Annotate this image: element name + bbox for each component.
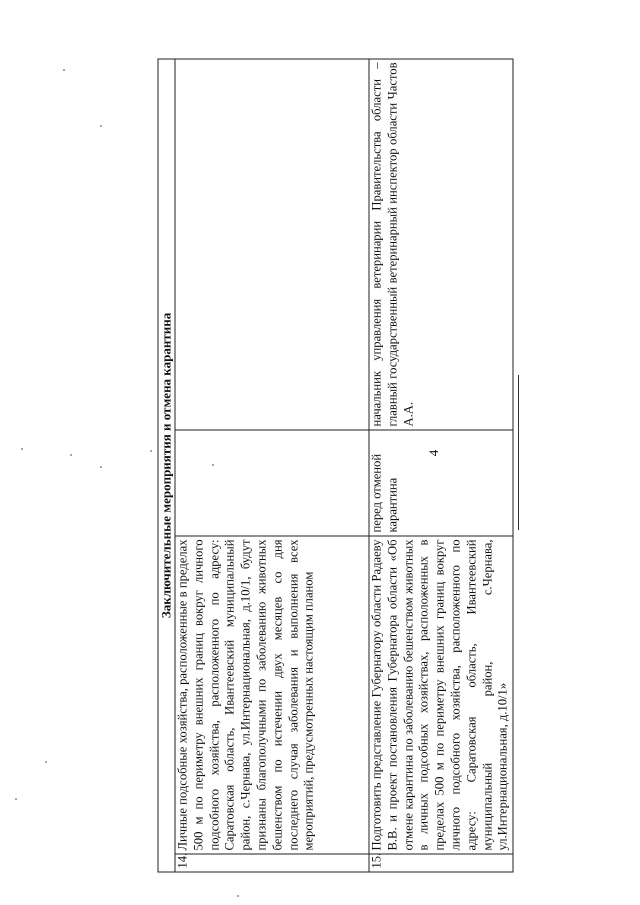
row-description: Подготовить представление Губернатору области Радаеву В.В. и проект постановления Губернатора области «Об отмене карантина по заболеванию бешенством животных в личных подсобных хозяйствах, расположенных в пределах 500 м по периметру внешних границ вокруг личного подсобного хозяйства, расположенного по адресу: Саратовская область, Ивантеевский муниципальный район, с.Чернава, ул.Интернациональная, д.10/1» xyxy=(369,536,513,854)
table-row xyxy=(175,59,369,872)
scan-speck xyxy=(100,125,102,127)
row-number: 14. xyxy=(175,854,369,872)
scan-speck xyxy=(15,798,17,800)
scan-speck xyxy=(21,448,23,450)
row-description: Личные подсобные хозяйства, расположенные в пределах 500 м по периметру внешних границ вокруг личного подсобного хозяйства, расположенного по адресу: Саратовская область, Ивантеевский муниципальный район, с.Чернава, ул.Интернациональная, д.10/1, будут признаны благополучными по заболеванию животных бешенством по истечении двух месяцев со дня последнего случая заболевания и выполнения всех мероприятий, предусмотренных настоящим планом xyxy=(175,536,369,854)
scan-speck xyxy=(100,466,102,468)
row-responsible xyxy=(175,59,369,430)
scan-speck xyxy=(70,454,72,456)
table-row-section xyxy=(158,59,175,872)
row-responsible: начальник управления ветеринарии Правительства области – главный государственный ветеринарный инспектор области Частов А.А. xyxy=(369,59,513,430)
scan-speck xyxy=(63,69,65,71)
row-number: 15. xyxy=(369,854,513,872)
scan-speck xyxy=(45,761,47,763)
scan-speck xyxy=(150,450,152,452)
rotated-plan-table xyxy=(158,60,515,873)
plan-table xyxy=(158,58,514,872)
section-title: Заключительные мероприятия и отмена карантина xyxy=(158,59,175,872)
signature-line xyxy=(518,375,519,530)
table-row xyxy=(369,59,513,872)
page-number: 4 xyxy=(426,449,441,457)
row-term xyxy=(175,430,369,536)
row-term: перед отменой карантина xyxy=(369,430,513,536)
scan-speck xyxy=(237,895,239,897)
